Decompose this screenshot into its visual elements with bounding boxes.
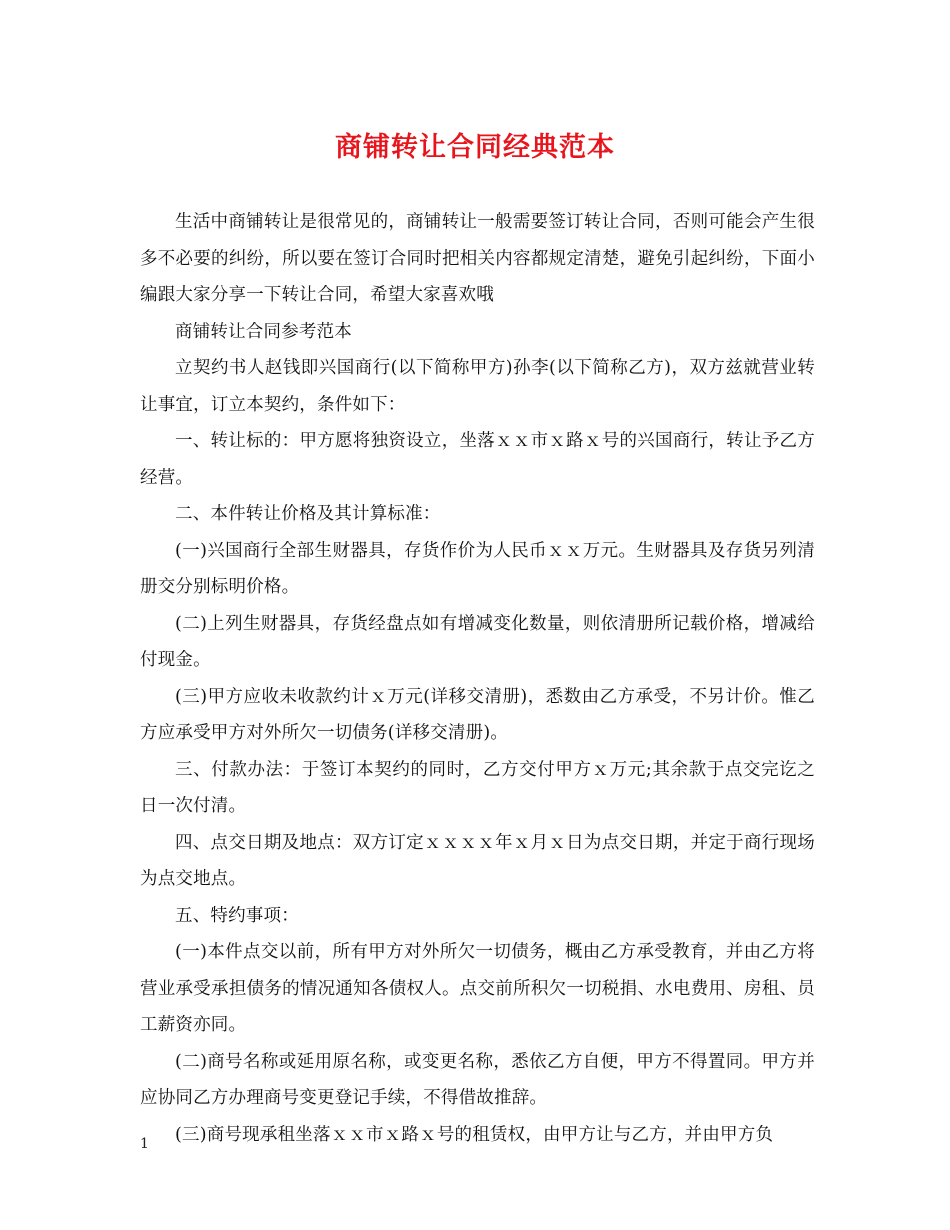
paragraph-clause-5-3: (三)商号现承租坐落ｘｘ市ｘ路ｘ号的租赁权，由甲方让与乙方，并由甲方负: [175, 1124, 774, 1145]
paragraph-clause-2-3: (三)甲方应收未收款约计ｘ万元(详移交清册)，悉数由乙方承受，不另计价。惟乙方应承受甲方对外所欠一切债务(详移交清册)。: [140, 686, 815, 743]
paragraph-parties: 立契约书人赵钱即兴国商行(以下简称甲方)孙李(以下简称乙方)，双方兹就营业转让事宜，订立本契约，条件如下：: [140, 358, 815, 415]
paragraph-clause-2: 二、本件转让价格及其计算标准：: [175, 504, 441, 524]
paragraph-clause-4: 四、点交日期及地点：双方订定ｘｘｘｘ年ｘ月ｘ日为点交日期，并定于商行现场为点交地点。: [140, 832, 815, 889]
paragraph-clause-2-2: (二)上列生财器具，存货经盘点如有增减变化数量，则依清册所记载价格，增减给付现金。: [140, 613, 815, 670]
paragraph-intro: 生活中商铺转让是很常见的，商铺转让一般需要签订转让合同，否则可能会产生很多不必要的纠纷，所以要在签订合同时把相关内容都规定清楚，避免引起纠纷，下面小编跟大家分享一下转让合同，希望大家喜欢哦: [140, 212, 815, 305]
paragraph-clause-1: 一、转让标的：甲方愿将独资设立，坐落ｘｘ市ｘ路ｘ号的兴国商行，转让予乙方经营。: [140, 431, 815, 488]
paragraph-clause-2-1: (一)兴国商行全部生财器具，存货作价为人民币ｘｘ万元。生财器具及存货另列清册交分别标明价格。: [140, 540, 815, 597]
paragraph-clause-5-1: (一)本件点交以前，所有甲方对外所欠一切债务，概由乙方承受教育，并由乙方将营业承受承担债务的情况通知各债权人。点交前所积欠一切税捐、水电费用、房租、员工薪资亦同。: [140, 942, 815, 1035]
document-title: 商铺转让合同经典范本: [335, 132, 615, 163]
paragraph-clause-5-2: (二)商号名称或延用原名称，或变更名称，悉依乙方自便，甲方不得置同。甲方并应协同乙方办理商号变更登记手续，不得借故推辞。: [140, 1051, 815, 1108]
paragraph-clause-5: 五、特约事项：: [175, 905, 299, 926]
paragraph-heading: 商铺转让合同参考范本: [175, 321, 352, 342]
page-number: 1: [140, 1136, 149, 1152]
document-body: [140, 204, 815, 1153]
paragraph-clause-3: 三、付款办法：于签订本契约的同时，乙方交付甲方ｘ万元;其余款于点交完讫之日一次付清。: [140, 759, 815, 816]
